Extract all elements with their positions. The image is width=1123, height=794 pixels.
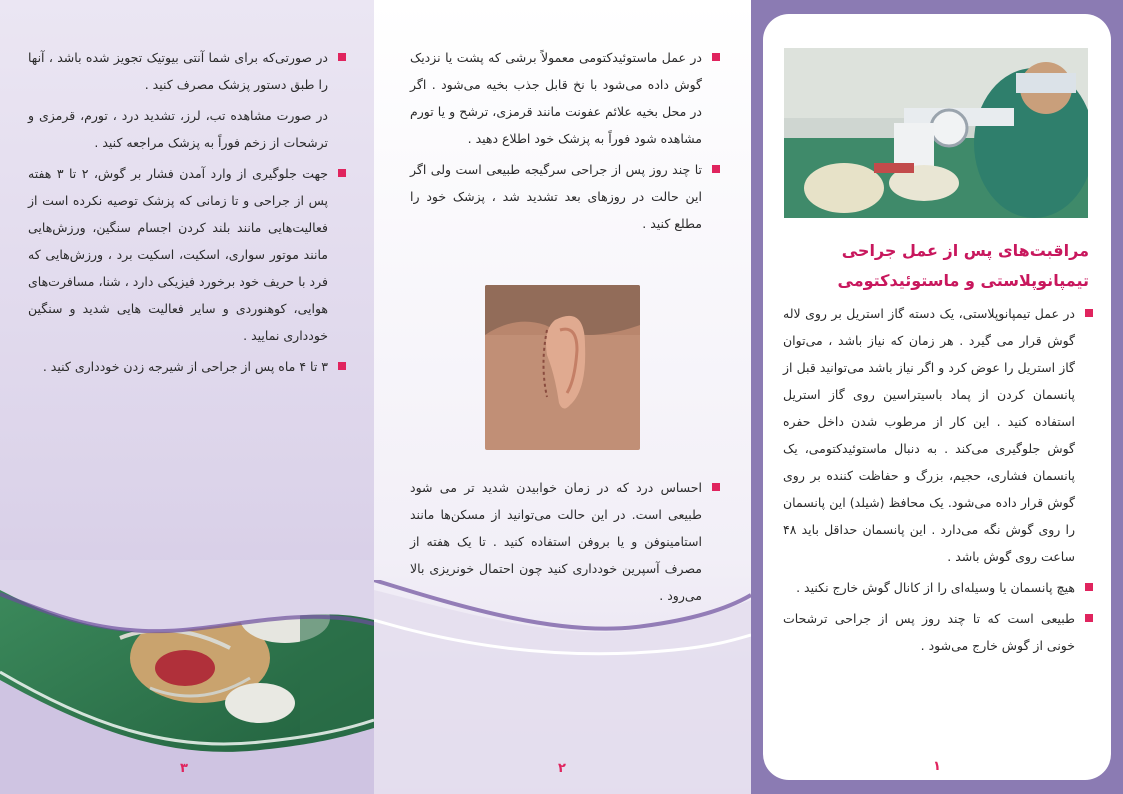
list-item: در عمل ماستوئیدکتومی معمولاً برشی که پشت یا نزدیک گوش داده می‌شود با نخ قابل جذب بخیه می‌شود . اگر در محل بخیه علائم عفونت مانند قرمزی، ترشح و یا تورم مشاهده شود فوراً به پزشک خود اطلاع دهید . <box>410 44 720 152</box>
panel1-bullet-list <box>783 300 1093 663</box>
list-item: هیچ پانسمان یا وسیله‌ای را از کانال گوش خارج نکنید . <box>783 574 1093 601</box>
panel-page-2 <box>374 0 751 794</box>
decorative-wave <box>0 560 374 794</box>
list-item: ۳ تا ۴ ماه پس از جراحی از شیرجه زدن خودداری کنید . <box>28 353 346 380</box>
list-item: احساس درد که در زمان خوابیدن شدید تر می شود طبیعی است. در این حالت می‌توانید از مسکن‌ها مانند استامینوفن و یا بروفن استفاده کنید . تا یک هفته از مصرف آسپرین خودداری کنید چون احتمال خونریزی بالا می‌رود . <box>410 474 720 609</box>
list-item: جهت جلوگیری از وارد آمدن فشار بر گوش، ۲ تا ۳ هفته پس از جراحی و تا زمانی که پزشک توصیه نکرده است از فعالیت‌هایی مانند بلند کردن اجسام سنگین، ورزش‌هایی مانند موتور سواری، اسکیت، اسکیت برد ، ورزش‌هایی که فرد با حریف خود برخورد فیزیکی دارد ، شنا، مسافرت‌های هوایی، کوهنوردی و سایر فعالیت هایی شدید و سنگین خودداری نمایید . <box>28 160 346 349</box>
content-card <box>763 14 1111 780</box>
list-item: در عمل تیمپانوپلاستی، یک دسته گاز استریل بر روی لاله گوش قرار می گیرد . هر زمان که نیاز باشد ، می‌توان گاز استریل را عوض کرد و اگر نیاز باشد می‌توانید قبل از پانسمان کردن از پماد باسیتراسین روی گاز استریل استفاده کنید . این کار از مرطوب شدن داخل حفره گوش جلوگیری می‌کند . به دنبال ماستوئیدکتومی، یک پانسمان فشاری، حجیم، بزرگ و حفاظت کننده بر روی گوش قرار داده می‌شود. یک محافظ (شیلد) این پانسمان را روی گوش نگه می‌دارد . این پانسمان حداقل باید ۴۸ ساعت روی گوش باشد . <box>783 300 1093 570</box>
page-number: ۳ <box>180 761 188 776</box>
panel-page-1 <box>751 0 1123 794</box>
bullet-marker <box>712 165 720 173</box>
bullet-marker <box>1085 614 1093 622</box>
bullet-marker <box>1085 309 1093 317</box>
page-number: ۱ <box>933 759 941 774</box>
bullet-marker <box>338 169 346 177</box>
bullet-marker <box>338 362 346 370</box>
page-title: مراقبت‌های پس از عمل جراحی تیمپانوپلاستی و ماستوئیدکتومی <box>837 241 1089 290</box>
operating-room-photo <box>784 48 1088 218</box>
bullet-marker <box>338 53 346 61</box>
list-item: در صورتی‌که برای شما آنتی بیوتیک تجویز شده باشد ، آنها را طبق دستور پزشک مصرف کنید . <box>28 44 346 98</box>
page-number: ۲ <box>558 761 566 776</box>
ear-incision-photo <box>485 285 640 450</box>
panel2-top-bullet-list <box>410 44 720 241</box>
list-item: طبیعی است که تا چند روز پس از جراحی ترشحات خونی از گوش خارج می‌شود . <box>783 605 1093 659</box>
bullet-marker <box>712 483 720 491</box>
list-item: در صورت مشاهده تب، لرز، تشدید درد ، تورم، قرمزی و ترشحات از زخم فوراً به پزشک مراجعه کنید . <box>28 108 328 150</box>
panel-page-3 <box>0 0 374 794</box>
bullet-marker <box>1085 583 1093 591</box>
list-item: تا چند روز پس از جراحی سرگیجه طبیعی است ولی اگر این حالت در روزهای بعد تشدید شد ، پزشک خود را مطلع کنید . <box>410 156 720 237</box>
bullet-marker <box>712 53 720 61</box>
panel3-bullet-list <box>28 44 346 384</box>
